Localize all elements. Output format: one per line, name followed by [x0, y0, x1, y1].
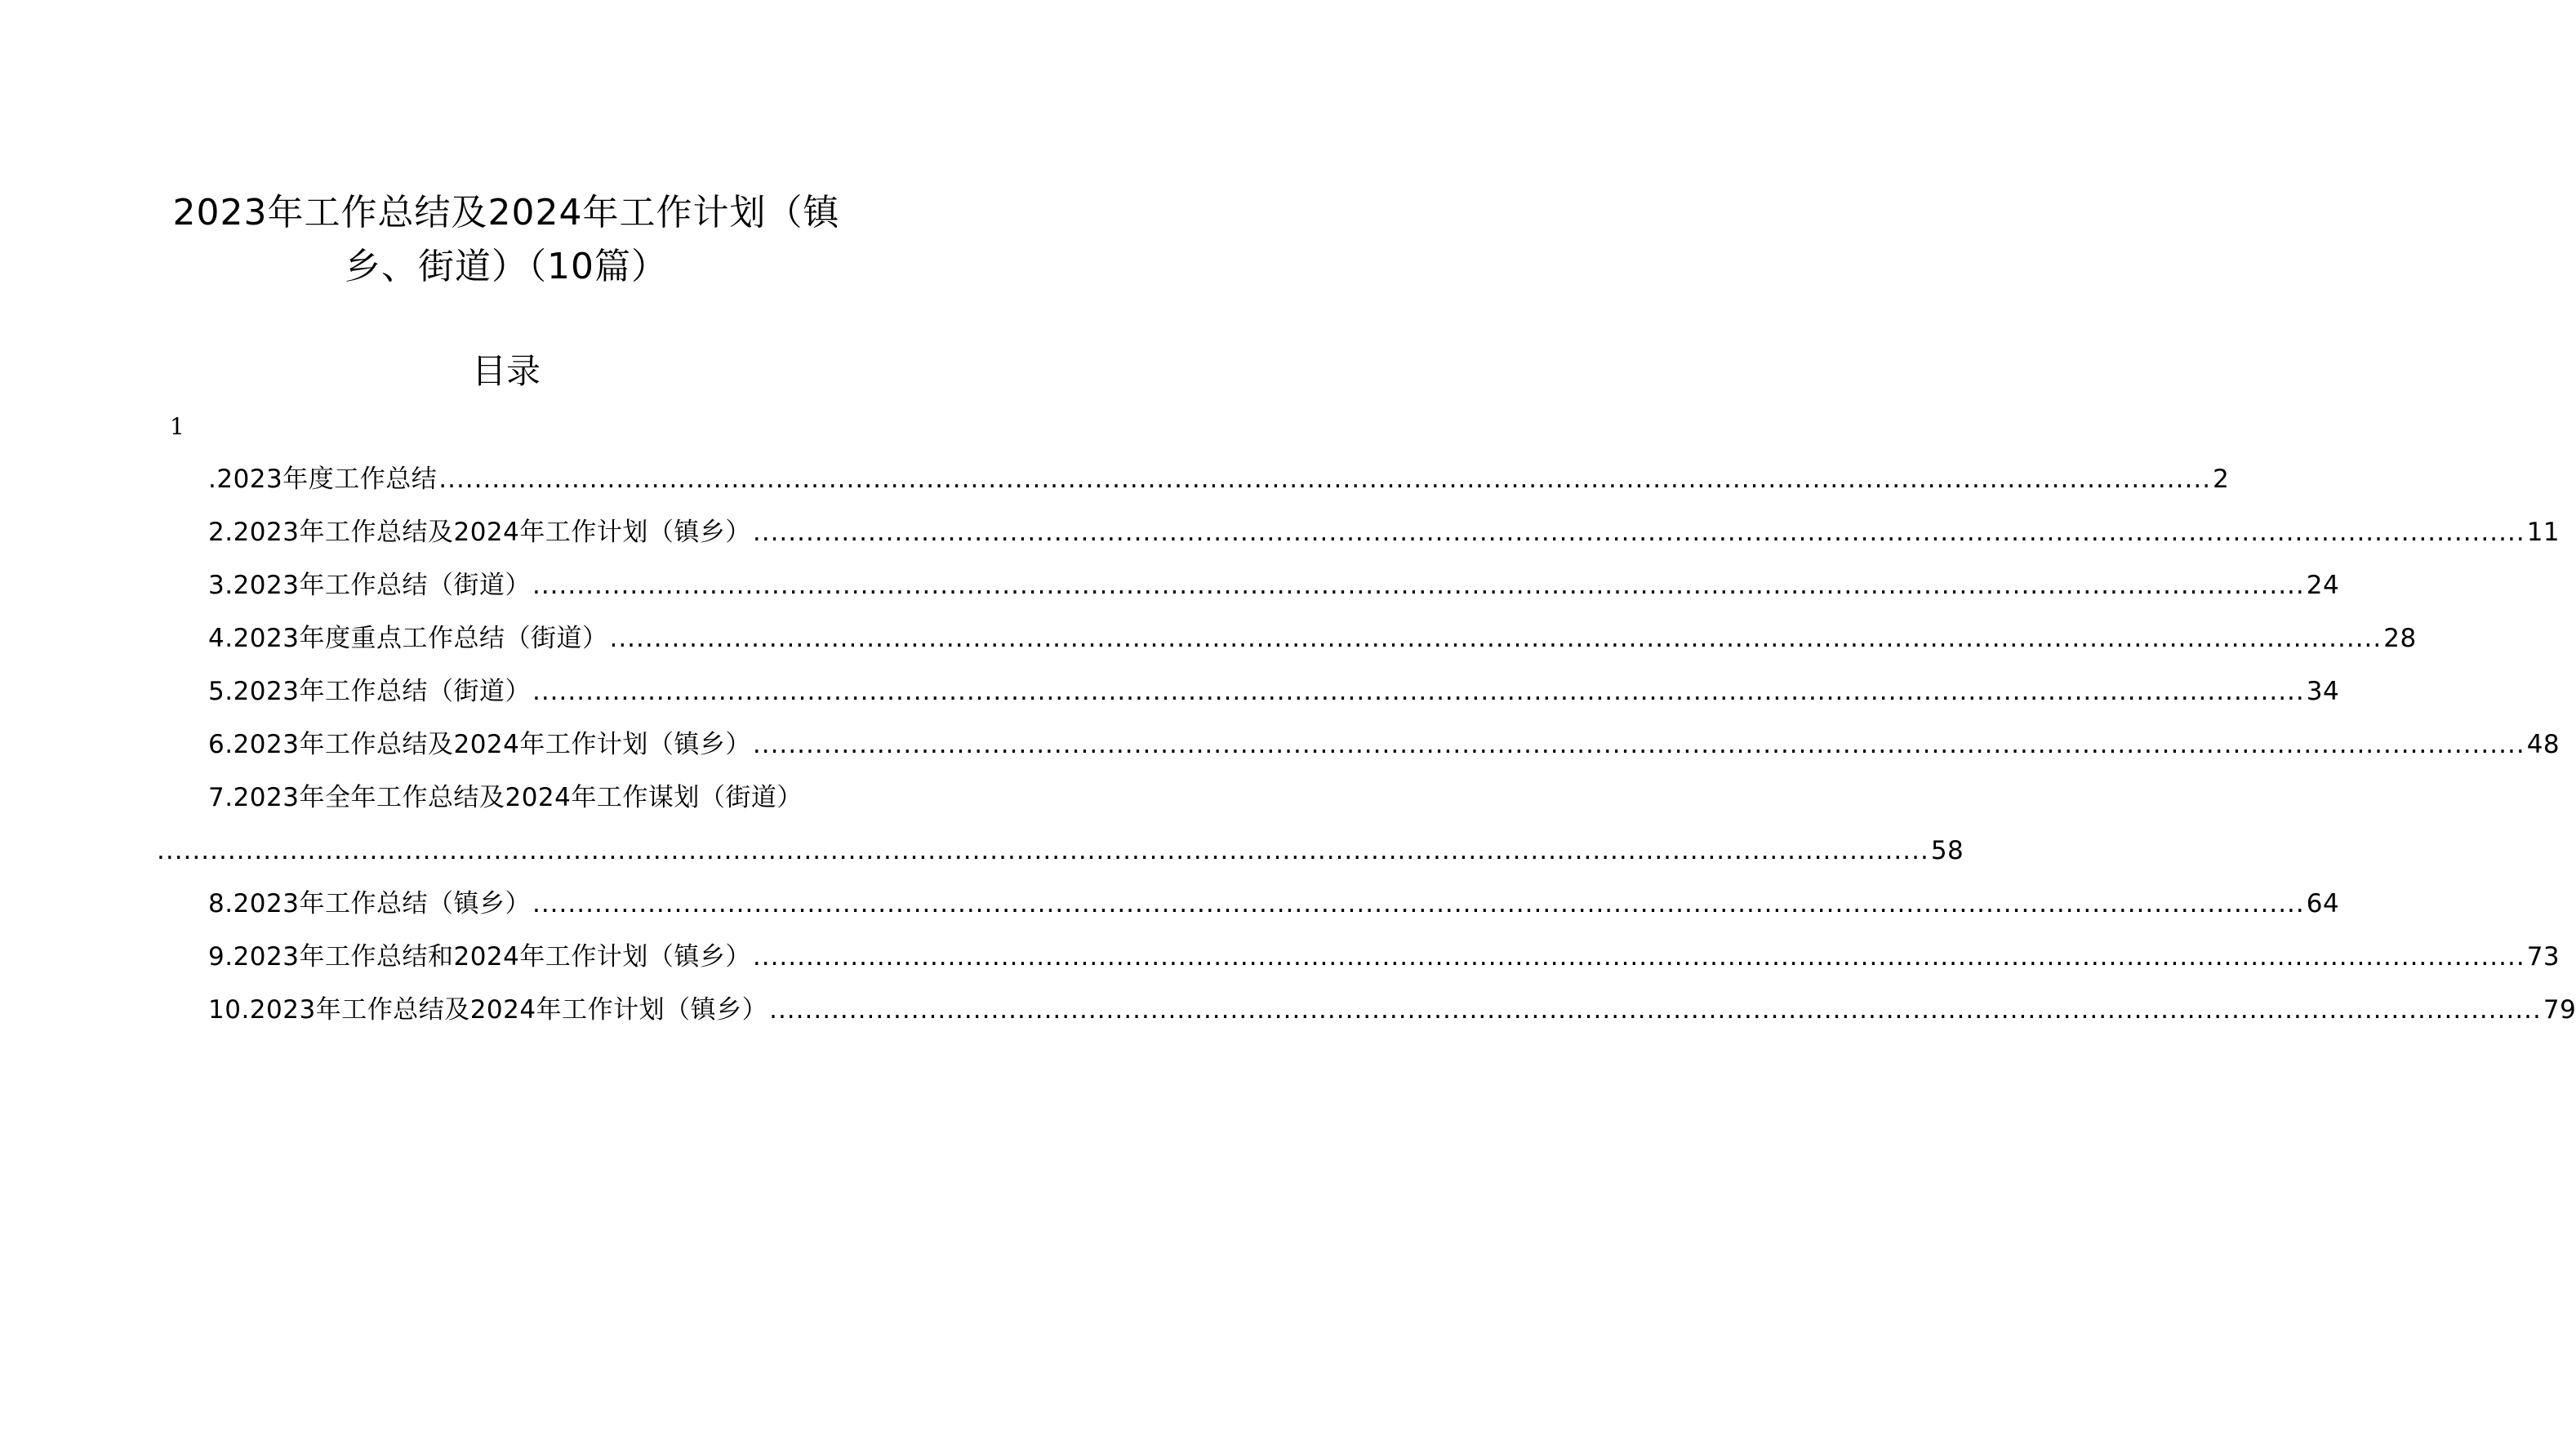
toc-item-page: 28 [2383, 624, 2417, 653]
toc-item[interactable] [0, 514, 2560, 567]
toc-item-title: 6.2023年工作总结及2024年工作计划（镇乡） [208, 730, 751, 759]
toc-item-title: 4.2023年度重点工作总结（街道） [208, 624, 608, 653]
toc-item-page: 24 [2306, 571, 2340, 600]
toc-leader-dots: ........................................................................................................................................................................................................ [157, 836, 1929, 865]
toc-leader-dots: ........................................................................................................................................................................................................ [752, 518, 2525, 547]
toc-item-page: 48 [2526, 730, 2560, 759]
toc-leader-dots: ........................................................................................................................................................................................................ [769, 995, 2542, 1025]
toc-leader-dots: ........................................................................................................................................................................................................ [752, 942, 2525, 972]
toc-item-page: 11 [2526, 518, 2560, 547]
toc-leader-dots: ........................................................................................................................................................................................................ [752, 730, 2525, 759]
toc-leader-dots: ........................................................................................................................................................................................................ [438, 465, 2212, 494]
toc-item[interactable] [0, 620, 2417, 674]
toc-item[interactable] [0, 567, 2340, 620]
document-title-line-2: 乡、街道）（10篇） [345, 246, 668, 287]
toc-item-page: 79 [2543, 995, 2576, 1025]
toc-item-title: 9.2023年工作总结和2024年工作计划（镇乡） [208, 942, 751, 972]
toc-leader-dots: ........................................................................................................................................................................................................ [532, 571, 2305, 600]
toc-item-page: 64 [2306, 889, 2340, 918]
toc-item-title: 2.2023年工作总结及2024年工作计划（镇乡） [208, 518, 751, 547]
toc-item[interactable] [0, 674, 2340, 727]
toc-item-title: 3.2023年工作总结（街道） [208, 571, 531, 600]
toc-item[interactable] [0, 992, 2576, 1045]
toc-item[interactable] [0, 939, 2560, 992]
toc-leader-dots: ........................................................................................................................................................................................................ [532, 677, 2305, 706]
document-title [122, 186, 890, 294]
toc-item[interactable] [0, 727, 2560, 780]
toc-item-page: 2 [2213, 465, 2230, 494]
toc-item-title: .2023年度工作总结 [208, 465, 438, 494]
toc-leader-dots: ........................................................................................................................................................................................................ [532, 889, 2305, 918]
toc-item-title: 8.2023年工作总结（镇乡） [208, 889, 531, 918]
toc-item[interactable] [0, 886, 2340, 939]
stray-number: 1 [170, 413, 185, 440]
toc-item-title: 7.2023年全年工作总结及2024年工作谋划（街道） [208, 783, 803, 812]
toc-leader-dots: ........................................................................................................................................................................................................ [609, 624, 2382, 653]
document-title-line-1: 2023年工作总结及2024年工作计划（镇 [172, 192, 840, 233]
toc-item-title: 5.2023年工作总结（街道） [208, 677, 531, 706]
toc-item-page: 73 [2526, 942, 2560, 972]
toc-item[interactable] [0, 461, 2230, 514]
toc-item-title: 10.2023年工作总结及2024年工作计划（镇乡） [208, 995, 768, 1025]
toc-item-page: 58 [1930, 836, 1964, 865]
toc-item[interactable] [0, 780, 1964, 886]
toc-heading: 目录 [471, 351, 541, 391]
table-of-contents [0, 461, 2576, 1045]
toc-item-page: 34 [2306, 677, 2340, 706]
